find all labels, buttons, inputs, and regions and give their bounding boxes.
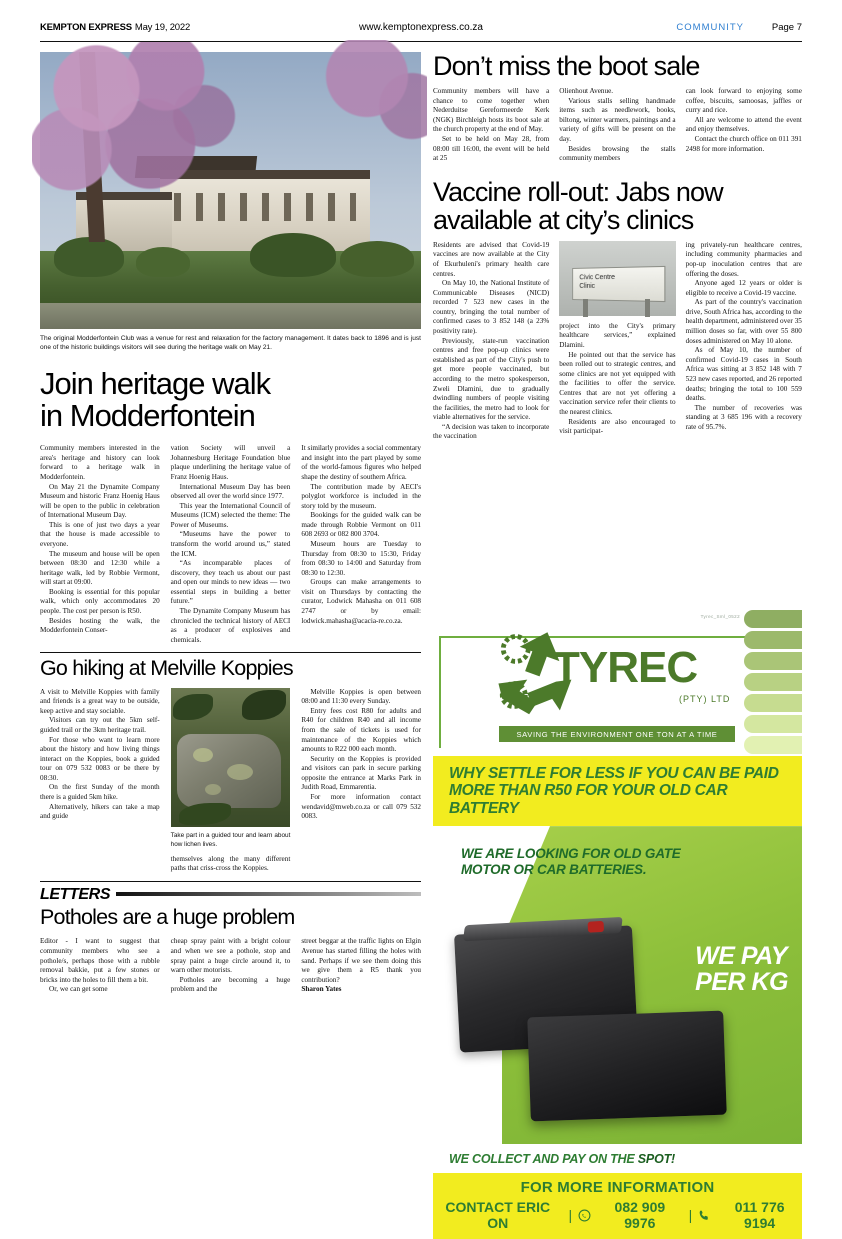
heritage-photo xyxy=(40,52,421,329)
tyre-stack-graphic xyxy=(744,610,802,756)
photo-leaf xyxy=(242,690,286,720)
ad-logo-section xyxy=(433,610,802,756)
vaccine-headline-line2: available at city’s clinics xyxy=(433,204,694,235)
photo-shrub xyxy=(250,233,336,277)
paragraph: The museum and house will be open between 08:30 and 12:30 while a heritage walk, led by Robbie Vermont, will start at 09:00. xyxy=(40,549,160,587)
photo-lichen xyxy=(227,764,253,780)
vaccine-column-1 xyxy=(433,241,549,442)
paragraph: Various stalls selling handmade items such as needlework, books, biltong, winter warmers, paintings and a variety of gifts will be present on the day. xyxy=(559,96,676,143)
ad-frame-line-left xyxy=(439,636,441,748)
sign-pole xyxy=(583,299,588,317)
heritage-body xyxy=(40,444,421,645)
paragraph: Museum hours are Tuesday to Thursday from 08:30 to 15:30, Friday from 08:30 to 14:00 and Saturday from 08:30 to 12:30. xyxy=(301,539,422,577)
tyrec-pty-ltd: (PTY) LTD xyxy=(679,694,731,704)
paragraph: themselves along the many different paths that criss-cross the Koppies. xyxy=(170,854,291,873)
paragraph: On the first Sunday of the month there is a guided 5km hike. xyxy=(40,783,160,802)
ad-gate-message xyxy=(461,846,711,878)
photo-jacaranda-blossom xyxy=(32,42,247,227)
letters-headline: Potholes are a huge problem xyxy=(40,905,295,930)
ad-wepay-line1: WE PAY xyxy=(695,942,788,971)
paragraph: cheap spray paint with a bright colour and when we see a pothole, stop and spray paint a huge circle around it, to warn other motorists. xyxy=(170,937,291,975)
masthead xyxy=(40,22,802,42)
paragraph: Residents are also encouraged to visit participat- xyxy=(559,417,676,436)
photo-shrub xyxy=(340,241,414,277)
battery-image-small xyxy=(527,1011,727,1122)
vaccine-body xyxy=(433,241,802,442)
paragraph: Alternatively, hikers can take a map and guide xyxy=(40,802,160,821)
ad-wepay-text xyxy=(695,944,788,995)
separator: | xyxy=(568,1207,573,1224)
phone-icon xyxy=(698,1209,711,1222)
photo-lichen xyxy=(193,748,213,762)
masthead-page-number: Page 7 xyxy=(771,22,802,33)
letters-banner xyxy=(40,881,421,904)
bootsale-body xyxy=(433,87,802,164)
paragraph: This year the International Council of Museums (ICM) selected the theme: The Power of Museums. xyxy=(170,501,291,529)
heritage-column-1 xyxy=(40,444,160,645)
paragraph: “As incomparable places of discovery, they teach us about our past and open our minds to new ideas — two essential steps in building a better future.” xyxy=(170,559,291,606)
photo-leaf xyxy=(173,694,213,720)
tyrec-logo xyxy=(481,620,749,724)
paragraph: Olienhout Avenue. xyxy=(559,87,614,96)
clinic-sign-board xyxy=(573,266,666,302)
section-divider xyxy=(40,652,421,653)
tyrec-advertisement[interactable] xyxy=(433,610,802,1232)
whatsapp-icon xyxy=(578,1209,591,1222)
sign-pole xyxy=(645,299,650,317)
heritage-headline-line2: in Modderfontein xyxy=(40,397,255,433)
heritage-column-2 xyxy=(171,444,291,645)
masthead-url[interactable]: www.kemptonexpress.co.za xyxy=(359,22,483,33)
paragraph: Contact the church office on 011 391 2498 for more information. xyxy=(685,134,802,153)
letters-section xyxy=(40,881,421,995)
heritage-column-3 xyxy=(301,444,421,645)
ad-collect-strip xyxy=(433,1144,802,1173)
paragraph: Editor - I want to suggest that community members who see a pothole/s, perhaps those with a rubble removal bakkie, put a few stones or bricks into the holes to fill them a bit. xyxy=(40,937,160,984)
ad-banner-yellow xyxy=(433,756,802,826)
koppies-photo xyxy=(171,688,291,827)
paragraph: Besides browsing the stalls community members xyxy=(559,144,676,163)
paragraph: The Dynamite Company Museum has chronicled the technical history of AECI as a producer of explosives and chemicals. xyxy=(170,607,291,644)
paragraph: The contribution made by AECI's polyglot workforce is included in the story told by the museum. xyxy=(301,482,422,510)
paragraph: Besides hosting the walk, the Modderfontein Conser- xyxy=(40,616,160,635)
paragraph: All are welcome to attend the event and enjoy themselves. xyxy=(685,115,802,134)
bootsale-column-2 xyxy=(559,87,675,164)
paragraph: This is one of just two days a year that the house is made accessible to everyone. xyxy=(40,520,160,548)
paragraph: On May 10, the National Institute of Communicable Diseases (NICD) recorded 7 523 new cases in the country, bringing the total number of confirmed cases to 3 852 148 (a 23% positivity rate). xyxy=(433,279,550,336)
clinic-photo xyxy=(559,241,675,316)
photo-shrub xyxy=(136,247,190,277)
ad-gate-line2: MOTOR OR CAR BATTERIES. xyxy=(461,862,647,878)
paragraph: For more information contact wendavid@mweb.co.za or call 079 532 0083. xyxy=(301,793,421,821)
paragraph: As part of the country's vaccination drive, South Africa has, according to the health department, administered over 35 million doses so far, with over 55 800 doses administered on May 10 alone. xyxy=(685,298,802,345)
paragraph: As of May 10, the number of confirmed Covid-19 cases in South Africa was sitting at 3 852 148 with 7 523 new cases reported, and 26 reported deaths; bringing the total to 100 559 deaths. xyxy=(685,346,802,403)
ad-footer-title: FOR MORE INFORMATION xyxy=(520,1179,715,1197)
photo-shrub xyxy=(54,237,124,277)
paragraph: Visitors can try out the 5km self-guided trail or the 3km heritage trail. xyxy=(40,716,160,734)
ad-tagline: SAVING THE ENVIRONMENT ONE TON AT A TIME xyxy=(499,726,735,742)
paragraph: Groups can make arrangements to visit on Thursdays by contacting the curator, Lodwick Mahasha on 011 608 2747 or by email: lodwick.mahasha@acacia-re.co.za. xyxy=(301,578,422,625)
photo-lichen xyxy=(205,784,221,795)
clinic-sign-text: Civic Centre Clinic xyxy=(579,271,616,290)
newspaper-page xyxy=(40,22,802,1232)
vaccine-column-2-text xyxy=(559,322,675,437)
koppies-column-2 xyxy=(171,688,291,874)
ad-gate-line1: WE ARE LOOKING FOR OLD GATE xyxy=(461,846,681,862)
photo-path xyxy=(40,303,421,329)
ad-wepay-line2: PER KG xyxy=(695,967,788,996)
paragraph: The number of recoveries was standing at 3 685 196 with a recovery rate of 95.7%. xyxy=(685,403,802,431)
vaccine-column-2 xyxy=(559,241,675,442)
bootsale-column-1 xyxy=(433,87,549,164)
heritage-photo-caption: The original Modderfontein Club was a venue for rest and relaxation for the factory management. It dates back to 1896 and is just one of the historic buildings visitors will see during the heritage walk on May 21. xyxy=(40,335,421,352)
koppies-body xyxy=(40,688,421,874)
paragraph: ing privately-run healthcare centres, including community pharmacies and pop-up inoculation centres that are offering the doses. xyxy=(685,240,802,278)
paragraph: Melville Koppies is open between 08:00 and 11:30 every Sunday. xyxy=(301,687,421,706)
ad-whatsapp-number[interactable]: 082 909 9976 xyxy=(614,1199,666,1232)
paragraph: A visit to Melville Koppies with family and friends is a great way to be outside, keep active and stay sociable. xyxy=(40,687,160,715)
ad-battery-section xyxy=(433,826,802,1144)
letters-column-1 xyxy=(40,937,160,994)
paragraph: Security on the Koppies is provided and visitors can park in secure parking opposite the entrance at Marks Park in Judith Road, Emmarentia. xyxy=(301,754,421,792)
paragraph: Potholes are becoming a huge problem and the xyxy=(170,975,291,994)
paragraph: Previously, state-run vaccination centres and free pop-up clinics were established as part of the City's push to get more people vaccinated, but according to the metro spokesperson, Zweli Dlamini, due to gradually dwindling numbers of people visiting the facilities, the metro had to look for viable alternatives for the service. xyxy=(433,336,550,422)
photo-jacaranda-blossom xyxy=(277,40,427,160)
paragraph: Set to be held on May 28, from 08:00 till 16:00, the event will be held at 25 xyxy=(433,134,550,163)
koppies-column-3 xyxy=(301,688,421,874)
letters-column-2 xyxy=(171,937,291,994)
paragraph: can look forward to enjoying some coffee, biscuits, samoosas, jaffles or curry and rice. xyxy=(685,87,802,115)
left-column-block xyxy=(40,52,421,995)
paragraph: For those who want to learn more about the history and how living things interact on the Koppies, book a guided tour on 079 532 0083 or be there by 08:30. xyxy=(40,735,160,782)
paragraph: He pointed out that the service has been rolled out to strategic centres, and some clinics are not yet equipped with the facilities to offer the service. Centres that are not yet offering a vaccination service refer their clients to the nearest clinics. xyxy=(559,350,676,417)
paragraph: Residents are advised that Covid-19 vaccines are now available at the City of Ekurhuleni's primary health care centres. xyxy=(433,240,550,278)
right-column-block xyxy=(433,52,802,442)
letters-body xyxy=(40,937,421,994)
vaccine-headline-line1: Vaccine roll-out: Jabs now xyxy=(433,176,723,207)
tyrec-wordmark: TYREC xyxy=(553,643,698,692)
ad-contact-row xyxy=(433,1199,802,1231)
masthead-section: COMMUNITY xyxy=(676,22,744,33)
paragraph: Entry fees cost R80 for adults and R40 for children R40 and all income from the sale of tickets is used for maintenance of the Koppies which amounts to R22 000 each month. xyxy=(301,706,421,754)
paragraph: On May 21 the Dynamite Company Museum and historic Franz Hoenig Haus will be open to the public in celebration of International Museum Day. xyxy=(40,482,160,520)
paragraph: It similarly provides a social commentary and insight into the part played by some of the world-famous figures who helped shape the destiny of southern Africa. xyxy=(301,444,422,481)
paragraph: Community members interested in the area's heritage and history can look forward to a heritage walk in Modderfontein. xyxy=(40,444,160,481)
bootsale-column-3 xyxy=(686,87,802,164)
masthead-title: KEMPTON EXPRESS May 19, 2022 xyxy=(40,22,191,33)
paragraph: Or, we can get some xyxy=(49,985,108,994)
heritage-headline-line1: Join heritage walk xyxy=(40,365,271,401)
koppies-column-2-text xyxy=(171,855,291,874)
koppies-headline: Go hiking at Melville Koppies xyxy=(40,656,293,681)
letters-column-3 xyxy=(301,937,421,994)
ad-banner-line2: MORE THAN R50 FOR YOUR OLD CAR BATTERY xyxy=(449,782,728,817)
separator: | xyxy=(688,1207,693,1224)
paragraph: “Museums have the power to transform the world around us,” stated the ICM. xyxy=(170,530,291,558)
ad-collect-emphasis: SPOT! xyxy=(637,1152,675,1167)
paragraph: Booking is essential for this popular walk, which only accommodates 20 people. The cost per person is R50. xyxy=(40,587,160,616)
battery-terminal-positive xyxy=(588,921,605,933)
koppies-column-1 xyxy=(40,688,160,874)
ad-watermark: Tyrec_Sml_0522 xyxy=(700,614,740,619)
paragraph: International Museum Day has been observed all over the world since 1977. xyxy=(170,482,291,501)
paragraph: Bookings for the guided walk can be made through Robbie Vermont on 011 608 2693 or 082 800 3704. xyxy=(301,511,422,539)
ad-footer xyxy=(433,1173,802,1239)
letters-rule xyxy=(116,892,421,896)
ad-collect-text: WE COLLECT AND PAY ON THE SPOT! xyxy=(449,1152,675,1167)
paragraph: street beggar at the traffic lights on Elgin Avenue has started filling the holes with sand. Perhaps if we see them doing this we give them a R5 thank you contribution? xyxy=(301,937,422,984)
paragraph: “A decision was taken to incorporate the vaccination xyxy=(433,422,550,441)
letters-label: LETTERS xyxy=(40,886,111,904)
paragraph: Community members will have a chance to come together when Nederduitse Gereformeerde Kerk (NGK) Birchleigh hosts its boot sale at the church property at the end of May. xyxy=(433,87,550,134)
paragraph: vation Society will unveil a Johannesburg Heritage Foundation blue plaque underlining the heritage value of Franz Hoenig Haus. xyxy=(170,444,291,481)
paragraph: project into the City's primary healthcare services,” explained Dlamini. xyxy=(559,321,676,350)
letter-signature: Sharon Yates xyxy=(301,985,342,994)
ad-phone-number[interactable]: 011 776 9194 xyxy=(734,1199,785,1232)
koppies-photo-caption: Take part in a guided tour and learn about how lichen lives. xyxy=(170,831,291,848)
ad-contact-label: CONTACT ERIC ON xyxy=(445,1199,551,1232)
vaccine-headline xyxy=(433,178,802,234)
ad-banner-line1: WHY SETTLE FOR LESS IF YOU CAN BE PAID xyxy=(449,765,779,782)
masthead-date: May 19, 2022 xyxy=(134,22,191,33)
bootsale-headline: Don’t miss the boot sale xyxy=(433,51,700,81)
paragraph: Anyone aged 12 years or older is eligible to receive a Covid-19 vaccine. xyxy=(685,279,802,297)
vaccine-column-3 xyxy=(686,241,802,442)
heritage-headline xyxy=(40,365,421,433)
